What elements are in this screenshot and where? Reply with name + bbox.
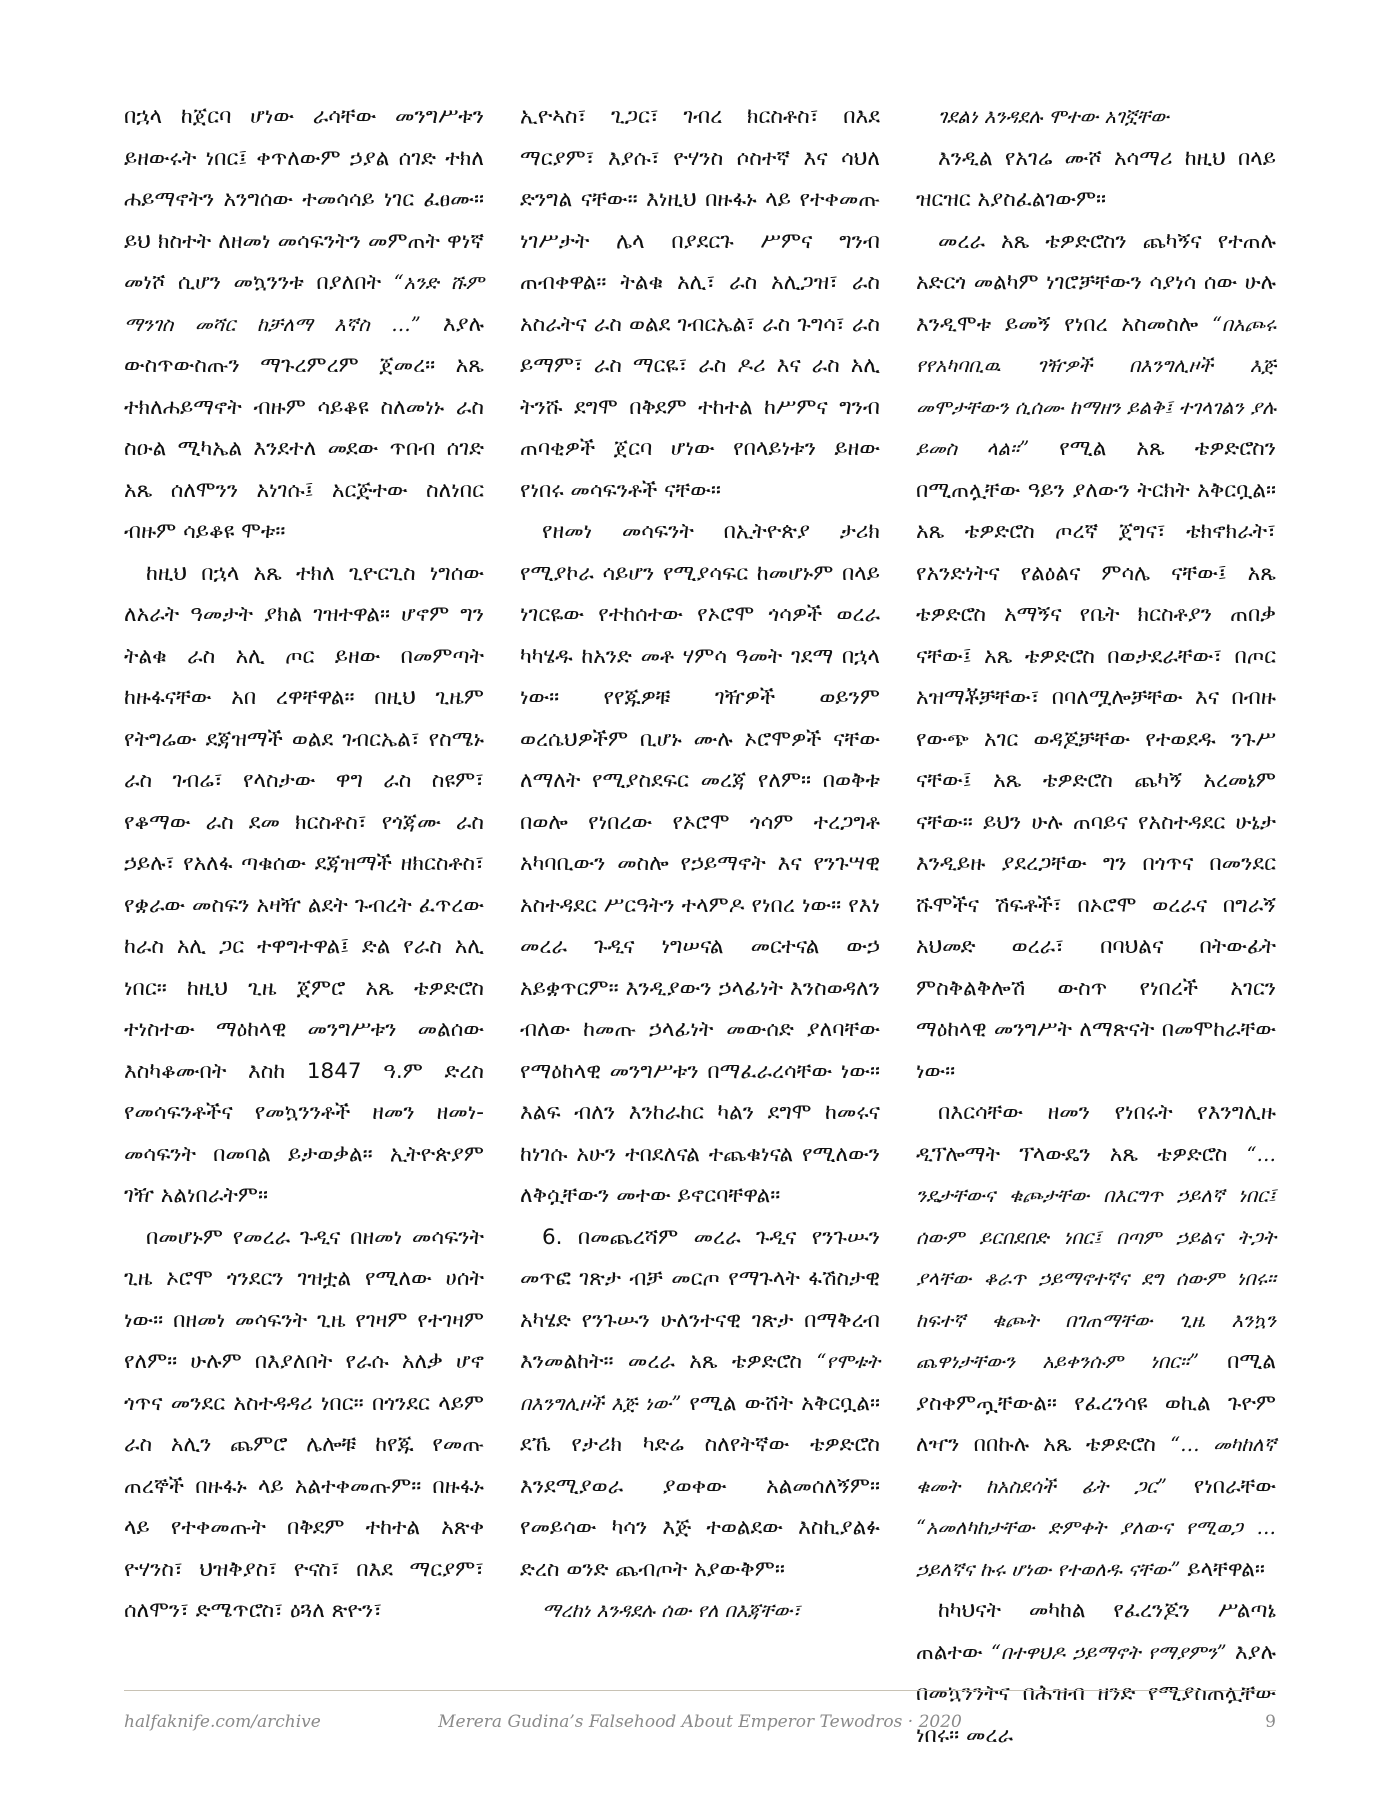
body-text: እያሉ ውስጥውስጡን ማጉረምረም ጀመረ። አጼ ተክለሐይማኖት ብዙም ሳይቆዩ ስለመነኑ ራስ ስዑል ሚካኤል እንደተለ መደው ጥበብ ሰገድ አጼ ሰለሞንን አነገሱ፤ አርጅተው ስለነበር ብዙም ሳይቆዩ ሞቱ። (124, 311, 484, 544)
footer-divider (124, 1690, 1276, 1691)
quote-text: “የሞቱት በእንግሊዞች እጅ ነው” (520, 1350, 880, 1415)
paragraph (916, 1092, 1276, 1590)
quote-text: “… ንዴታቸውና ቁጮታቸው በእርግጥ ኃይለኛ ነበር፤ ሰውም ይርበደበድ ነበር፤ በጣም ኃይልና ትጋት ያላቸው ቆራጥ ኃይማኖተኛና ደግ ሰውም ነበሩ። ከፍተኛ ቁጮት በገጠማቸው ጊዜ እንኳን ጨዋነታቸውን አይቀንሱም ነበር።” (916, 1142, 1276, 1373)
body-text: የነበራቸው (1167, 1473, 1276, 1499)
body-text: የሚል ውሸት አቅርቧል። ደኼ የታሪክ ካድሬ ስለየትኛው ቴዎድሮስ እንደሚያወራ ያወቀው አልመሰለኝም። የመይሳው ካሳን እጅ ተወልደው እስኪያልፉ ድረስ ወንድ ጨብጦት አያውቅም። (520, 1390, 881, 1582)
verse-line: ገደልነ እንዳደሉ ሞተው አገኟቸው (938, 105, 1169, 128)
quote-text: “አመለካከታቸው ድምቀት ያለውና የሚወጋ … ኃይለኛና ኩሩ ሆነው የተወለዱ ናቸው” (916, 1516, 1276, 1581)
body-text: በእርሳቸው ዘመን የነበሩት የእንግሊዙ ዲፕሎማት ፕላውዴን አጼ ቴዎድሮስ (916, 1100, 1276, 1167)
verse-line: ማረከነ እንዳደሉ ሰው የለ በእጃቸው፣ (542, 1599, 801, 1622)
paragraph (916, 221, 1276, 1093)
quote-text: “አንድ ሹም ማንገስ መሻር ከቻለማ እኛስ …” (124, 271, 484, 336)
paragraph (916, 138, 1276, 221)
body-text: የዘመነ መሳፍንት በኢትዮጵያ ታሪክ የሚያኮራ ሳይሆን የሚያሳፍር ከመሆኑም በላይ ነገርዬው የተከሰተው የኦሮሞ ጎሳዎች ወረራ ካካሄዱ ከአንድ መቶ ሃምሳ ዓመት ገደማ በኋላ ነው። የየጁዎቹ ገዥዎች ወይንም ወረሴህዎችም ቢሆኑ ሙሉ ኦሮሞዎች ናቸው ለማለት የሚያስደፍር መረጃ የለም። በወቅቱ በወሎ የነበረው የኦሮሞ ጎሳም ተረጋግቶ አካባቢውን መስሎ የኃይማኖት እና የንጉሣዊ አስተዳደር ሥርዓትን ተላምዶ የነበረ ነው። የእነ መረራ ጉዲና ነግሠናል መርተናል ውኃ አይቋጥርም። እንዲያውን ኃላፊነት እንስወዳለን ብለው ከመጡ ኃላፊነት መውሰድ ያለባቸው የማዕከላዊ መንግሥቱን በማፈራረሳቸው ነው። እልፍ ብለን እንከራከር ካልን ደግሞ ከመሩና ከነገሱ አሁን ተበደለናል ተጨቁነናል የሚለውን ለቅሷቸውን መተው ይኖርባቸዋል። (520, 519, 880, 1208)
body-text: መረራ አጼ ቴዎድሮስን ጨካኝና የተጠሉ አድርጎ መልካም ነገሮቻቸውን ሳያነሳ ሰው ሁሉ እንዲሞቱ ይመኝ የነበረ አስመስሎ (916, 228, 1276, 337)
footer-title: Merera Gudina’s Falsehood About Emperor Tewodros · 2020 (438, 1712, 962, 1732)
quote-text: “በአጮሩ የየአካባቢዉ ገዥዎች በእንግሊዞች እጅ መሞታቸውን ሲሰሙ ከማዘን ይልቅ፤ ተገላገልን ያሉ ይመስ ላል።” (916, 312, 1276, 460)
quote-text: “… መካከለኛ ቁመት ከአስደሳች ፊት ጋር” (916, 1433, 1276, 1498)
paragraph (520, 511, 880, 1217)
body-text: እያሉ በመኳንንትና በሕዝብ ዘንድ የሚያስጠሏቸው ነበሩ። መረራ (916, 1639, 1276, 1748)
page-footer (124, 1712, 1276, 1742)
paragraph (520, 96, 880, 511)
column-2 (520, 96, 880, 1756)
paragraph (520, 1217, 880, 1591)
paragraph (124, 96, 484, 553)
body-text: በሚል ያስቀምጧቸውል። የፈረንሳዩ ወኪል ጉዮም ለዣን በበኩሉ አጼ ቴዎድሮስ (916, 1349, 1277, 1457)
body-text: በመሆኑም የመረራ ጉዲና በዘመነ መሳፍንት ጊዜ ኦሮሞ ጎንደርን ገዝቷል የሚለው ሀሰት ነው። በዘመነ መሳፍንት ጊዜ የገዛም የተገዛም የለም። ሁሉም በእያለበት የራሱ አለቃ ሆኖ ጎጥና መንደር አስተዳዳሪ ነበር። በጎንደር ላይም ራስ አሊን ጨምሮ ሌሎቹ ከየጁ የመጡ ጠረኞች በዙፋኑ ላይ አልተቀመጡም። በዙፋኑ ላይ የተቀመጡት በቅደም ተከተል አጽቀ ዮሃንስ፣ ህዝቅያስ፣ ዮናስ፣ በእደ ማርያም፣ ሰለሞን፣ ድሜጥሮስ፣ ዕጓለ ጽዮን፣ (124, 1224, 484, 1623)
body-text: ከዚህ በኋላ አጼ ተክለ ጊዮርጊስ ነግሰው ለአራት ዓመታት ያክል ገዝተዋል። ሆኖም ግን ትልቁ ራስ አሊ ጦር ይዘው በመምጣት ከዙፋናቸው አበ ረዋቸዋል። በዚህ ጊዜም የትግሬው ደጃዝማች ወልደ ገብርኤል፣ የስሜኑ ራስ ገብሬ፣ የላስታው ዋግ ራስ ስዩም፣ የቆማው ራስ ደመ ክርስቶስ፣ የጎጃሙ ራስ ኃይሉ፣ የአለፋ ጣቁሰው ደጃዝማች ዘክርስቶስ፣ የቋራው መስፍን አዛዥ ልደት ጉብረት ፈጥረው ከራስ አሊ ጋር ተዋግተዋል፤ ድል የራስ አሊ ነበር። ከዚህ ጊዜ ጀምሮ አጼ ቴዎድሮስ ተነስተው ማዕከላዊ መንግሥቱን መልሰው እስካቆሙበት እስከ 1847 ዓ.ም ድረስ የመሳፍንቶችና የመኳንንቶች ዘመን ዘመነ-መሳፍንት በመባል ይታወቃል። ኢትዮጵያም ገዥ አልነበራትም። (124, 560, 484, 1208)
body-text: ኢዮኣስ፣ ጊጋር፣ ገብረ ክርስቶስ፣ በእደ ማርያም፣ እያሱ፣ ዮሃንስ ሶስተኛ እና ሳህለ ድንግል ናቸው። እነዚህ በዙፋኑ ላይ የተቀመጡ ነገሥታት ሌላ በያደርጉ ሥምና ግንብ ጠብቀዋል። ትልቁ አሊ፣ ራስ አሊጋዝ፣ ራስ አስራትና ራስ ወልደ ገብርኤል፣ ራስ ጉግሳ፣ ራስ ይማም፣ ራስ ማርዬ፣ ራስ ዶሪ እና ራስ አሊ ትንሹ ደግሞ በቅደም ተከተል ከሥምና ግንብ ጠባቂዎች ጀርባ ሆነው የበላይነቱን ይዘው የነበሩ መሳፍንቶች ናቸው። (520, 104, 880, 503)
body-text: በኋላ ከጀርባ ሆነው ራሳቸው መንግሥቱን ይዘውሩት ነበር፤ ቀጥለውም ኃያል ሰገድ ተክለ ሐይማኖትን አንግሰው ተመሳሳይ ነገር ፈፀሙ። ይህ ክስተት ለዘመነ መሳፍንትን መምጠት ዋነኛ መነሾ ሲሆን መኳንንቱ በያለበት (124, 104, 484, 295)
paragraph (124, 553, 484, 1217)
paragraph (124, 1217, 484, 1632)
body-text: ይላቸዋል። (1180, 1556, 1265, 1582)
body-text: የሚል አጼ ቴዎድሮስን በሚጠሏቸው ዓይን ያለውን ትርክት አቅርቧል። አጼ ቴዎድሮስ ጦረኛ ጀግና፣ ቴክኖክራት፣ የአንድነትና የልዕልና ምሳሌ ናቸው፤ አጼ ቴዎድሮስ አማኝና የቤት ክርስቶያን ጠበቃ ናቸው፤ አጼ ቴዎድሮስ በወታደራቸው፣ በጦር አዝማቾቻቸው፣ በባለሟሎቻቸው እና በብዙ የውጭ አገር ወዳጆቻቸው የተወደዱ ንጉሥ ናቸው፤ አጼ ቴዎድሮስ ጨካኝ አረመኔም ናቸው። ይህን ሁሉ ጠባይና የአስተዳደር ሁኔታ እንዲይዙ ያደረጋቸው ግን በጎጥና በመንደር ሹሞችና ሽፍቶች፣ በኦሮሞ ወረራና በግራኝ አህመድ ወረራ፣ በባህልና በትውፊት ምስቅልቅሎሽ ውስጥ የነበረች አገርን ማዕከላዊ መንግሥት ለማጽናት በመሞከራቸው ነው። (916, 436, 1276, 1084)
column-1 (124, 96, 484, 1756)
quote-text: “በተዋህዶ ኃይማኖት የማያምን” (990, 1640, 1227, 1664)
page-number: 9 (1265, 1712, 1276, 1732)
body-text: 6. በመጨረሻም መረራ ጉዲና የንጉሡን መጥፎ ገጽታ ብቻ መርጦ የማጉላት ፋሽስታዊ አካሄድ የንጉሡን ሁለንተናዊ ገጽታ በማቅረብ እንመልከት። መረራ አጼ ቴዎድሮስ (520, 1224, 880, 1374)
column-3 (916, 96, 1276, 1756)
footer-source: halfaknife.com/archive (124, 1712, 321, 1732)
body-text: ከካህናት መካከል የፈረንጆን ሥልጣኔ ጠልተው (916, 1598, 1276, 1665)
body-text: እንዲል የአገሬ ሙሾ አሳማሪ ከዚህ በላይ ዝርዝር አያስፈልገውም። (916, 145, 1276, 212)
